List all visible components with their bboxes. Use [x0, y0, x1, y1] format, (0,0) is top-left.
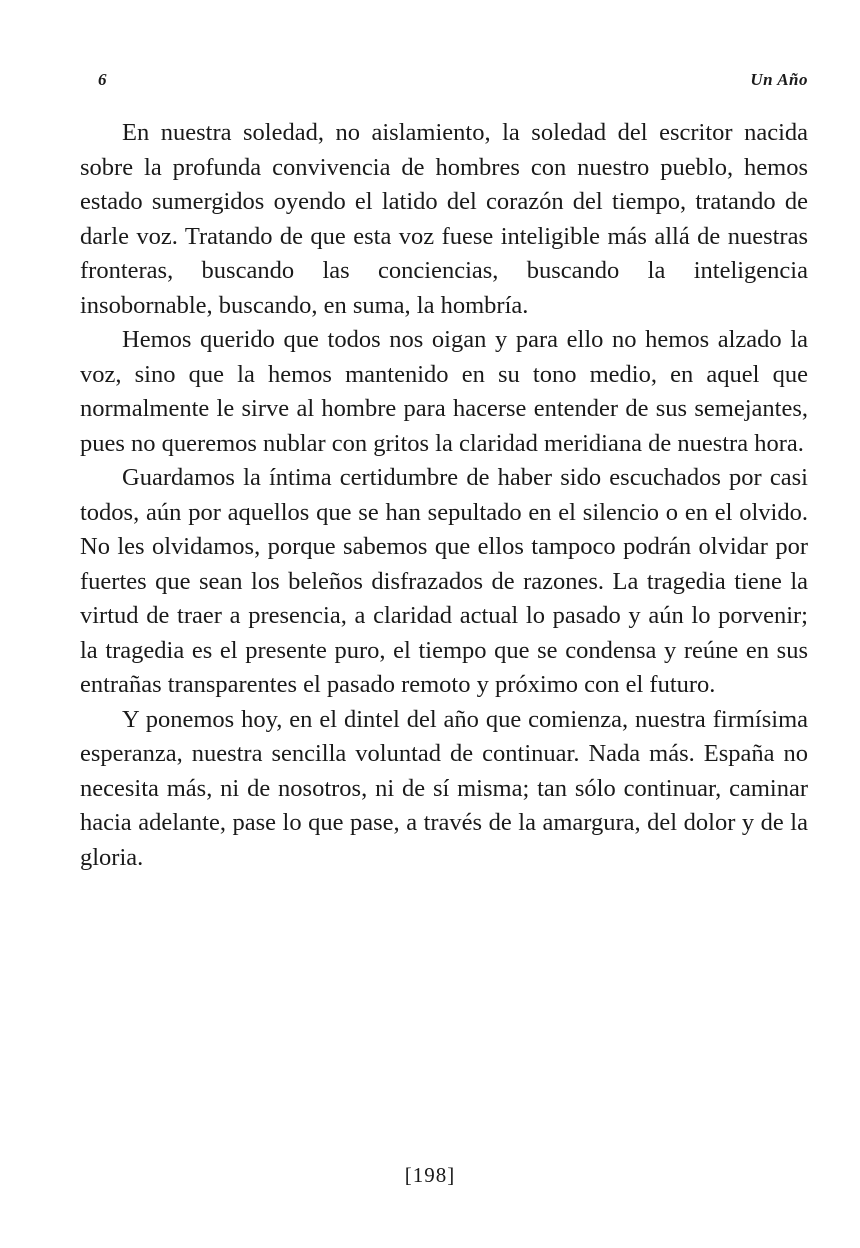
running-title: Un Año [750, 70, 808, 89]
paragraph-4: Y ponemos hoy, en el dintel del año que comienza, nuestra firmísima esperanza, nuestra sencilla voluntad de continuar. Nada más. España no necesita más, ni de nosotros, ni de sí misma; tan sólo continuar, caminar hacia adelante, pase lo que pase, a través de la amargura, del dolor y de la gloria. [80, 705, 808, 871]
folio-number: [198] [404, 1163, 456, 1187]
running-header [92, 70, 808, 94]
body-text [80, 116, 808, 875]
page-number: 6 [98, 70, 107, 89]
paragraph-2: Hemos querido que todos nos oigan y para ello no hemos alzado la voz, sino que la hemos mantenido en su tono medio, en aquel que normalmente le sirve al hombre para hacerse entender de sus semejantes, pues no queremos nublar con gritos la claridad meridiana de nuestra hora. [80, 326, 808, 457]
paragraph-1: En nuestra soledad, no aislamiento, la soledad del escritor nacida sobre la profunda convivencia de hombres con nuestro pueblo, hemos estado sumergidos oyendo el latido del corazón del tiempo, tratando de darle voz. Tratando de que esta voz fuese inteligible más allá de nuestras fronteras, buscando las conciencias, buscando la inteligencia insobornable, buscando, en suma, la hombría. [80, 119, 808, 319]
paragraph-3: Guardamos la íntima certidumbre de haber sido escuchados por casi todos, aún por aquellos que se han sepultado en el silencio o en el olvido. No les olvidamos, porque sabemos que ellos tampoco podrán olvidar por fuertes que sean los beleños disfrazados de razones. La tragedia tiene la virtud de traer a presencia, a claridad actual lo pasado y aún lo porvenir; la tragedia es el presente puro, el tiempo que se condensa y reúne en sus entrañas transparentes el pasado remoto y próximo con el futuro. [80, 464, 808, 698]
